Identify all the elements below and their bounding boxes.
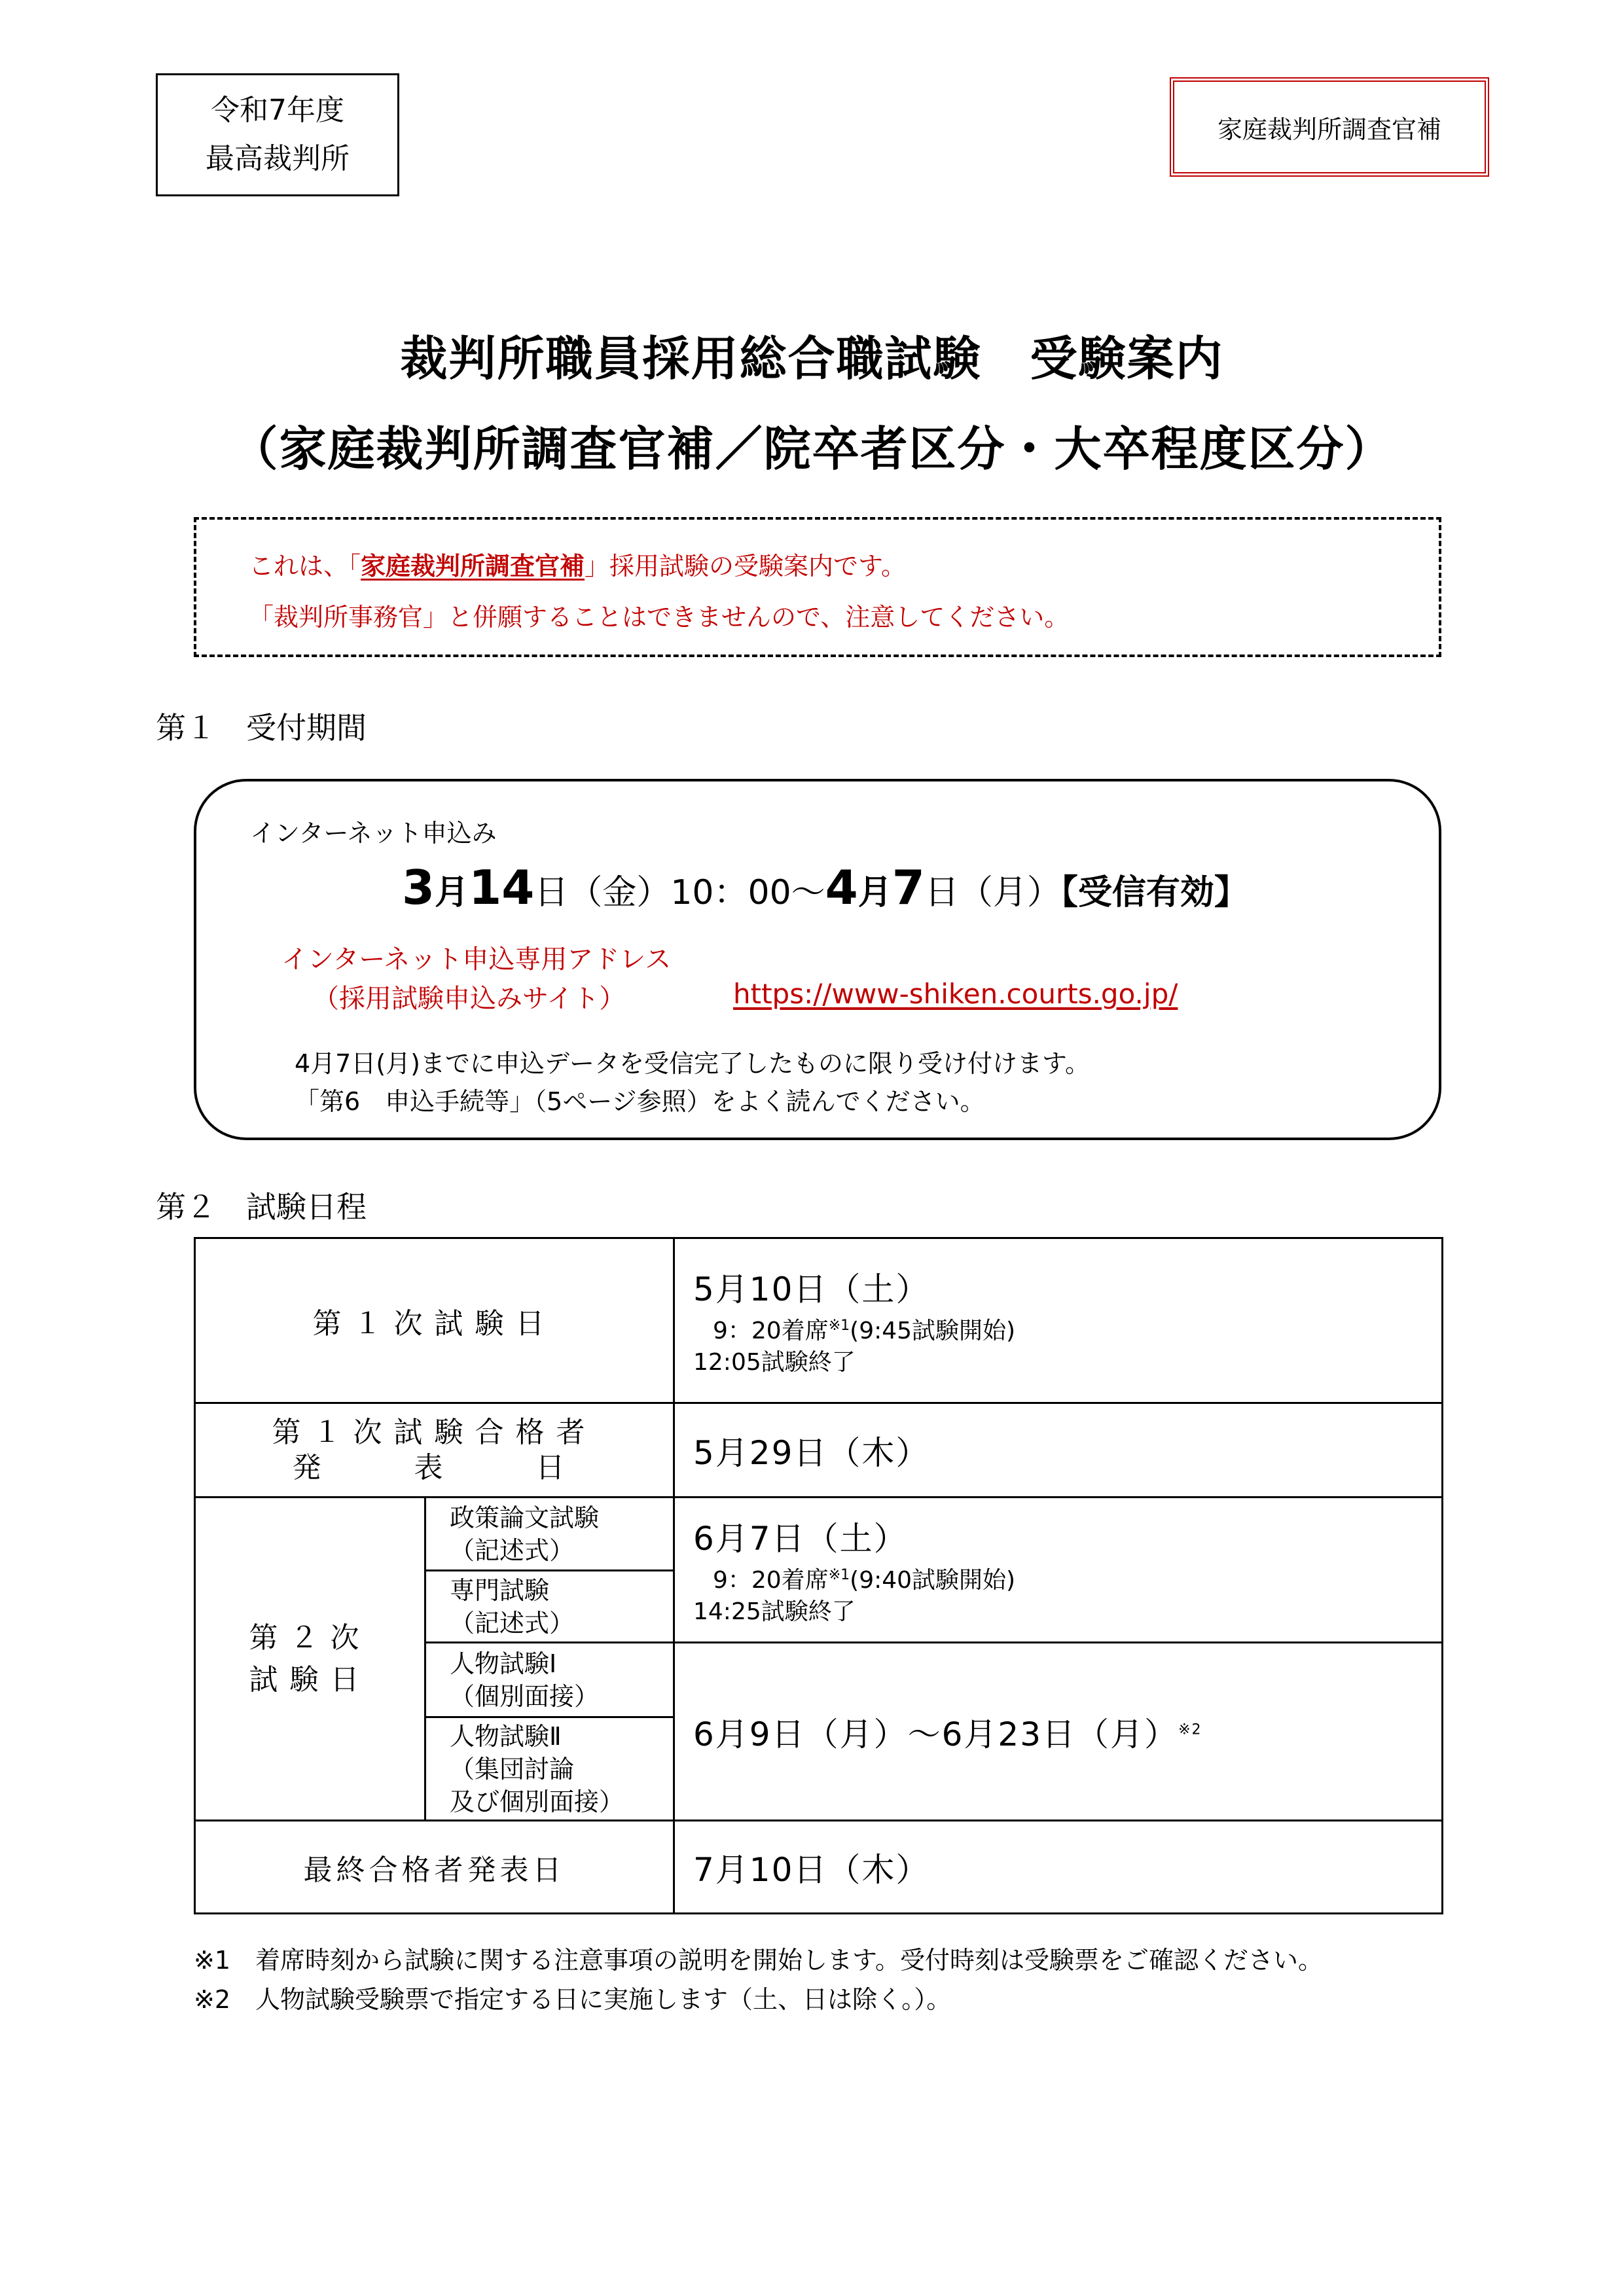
reception-period [402,860,1248,915]
notice-prefix: これは、「 [249,552,361,581]
notice-line-2: 「裁判所事務官」と併願することはできませんので、注意してください。 [249,603,1070,632]
end-month: 4 [825,860,858,915]
notice-emphasis: 家庭裁判所調査官補 [361,552,585,581]
final-pass-date: 7月10日（木） [693,1850,930,1889]
first-exam-seat: 9：20着席 [713,1317,829,1344]
written-exam-seat: 9：20着席 [713,1566,829,1594]
interview1-label [425,1643,674,1717]
written-exam-start: (9:40試験開始) [850,1566,1016,1594]
first-pass-date: 5月29日（木） [693,1433,930,1472]
second-exam-label [195,1498,425,1821]
interview-date-row [693,1708,1441,1755]
organization: 最高裁判所 [206,142,350,175]
application-method: インターネット申込み [250,819,497,848]
category-label [1170,77,1489,177]
interview2-label-line2: （集団討論 [450,1754,575,1784]
schedule-table [194,1237,1443,1914]
first-pass-label-line2: 発 表 日 [292,1450,577,1484]
second-exam-label-line2: 試験日 [249,1662,371,1696]
interview2-label-line1: 人物試験Ⅱ [450,1721,562,1751]
footnote-2: ※2 人物試験受験票で指定する日に実施します（土、日は除く。）。 [194,1985,952,2014]
interview2-label-line3: 及び個別面接） [450,1787,624,1816]
section-heading-schedule: 第２ 試験日程 [156,1189,367,1225]
written-exam-time [693,1560,1441,1596]
address-label: インターネット申込専用アドレス [281,944,672,975]
policy-paper-label [425,1498,674,1571]
end-detail: 日（月） [924,873,1061,912]
year-org-box [156,73,399,196]
policy-label-line1: 政策論文試験 [450,1503,600,1532]
interview1-label-line2: （個別面接） [450,1681,600,1711]
special-label-line1: 専門試験 [450,1575,550,1605]
section-heading-reception: 第１ 受付期間 [156,710,367,745]
table-row [195,1403,1443,1498]
written-exam-date: 6月7日（土） [693,1519,908,1558]
first-exam-value [674,1238,1443,1403]
footnote-1: ※1 着席時刻から試験に関する注意事項の説明を開始します。受付時刻は受験票をご確認ください。 [194,1946,1323,1975]
written-exam-value [674,1498,1443,1643]
first-exam-date: 5月10日（土） [693,1270,930,1308]
interview2-label [425,1717,674,1821]
special-label-line2: （記述式） [450,1608,575,1638]
second-exam-label-line1: 第２次 [249,1621,371,1655]
first-exam-time [693,1310,1441,1347]
start-day: 14 [469,860,535,915]
notice-line-1 [249,546,906,582]
first-pass-label-line1: 第１次試験合格者 [272,1415,597,1449]
written-exam-end: 14:25試験終了 [693,1598,856,1625]
table-row [195,1238,1443,1403]
start-month: 3 [402,860,435,915]
footnote-mark: ※2 [1178,1721,1202,1738]
final-pass-value [674,1821,1443,1914]
reception-note-1: 4月7日(月)までに申込データを受信完了したものに限り受け付けます。 [295,1049,1090,1078]
footnote-mark: ※1 [828,1566,850,1583]
footnote-mark: ※1 [828,1317,850,1334]
month-char-1: 月 [435,873,469,912]
first-pass-label [195,1403,674,1498]
category-text: 家庭裁判所調査官補 [1217,115,1441,144]
month-char-2: 月 [857,873,892,912]
table-row [195,1498,1443,1571]
notice-box [194,517,1441,657]
special-exam-label [425,1571,674,1643]
application-url-link[interactable]: https://www-shiken.courts.go.jp/ [733,978,1178,1010]
interview1-label-line1: 人物試験Ⅰ [450,1649,557,1678]
policy-label-line2: （記述式） [450,1535,575,1565]
valid-tag: 【受信有効】 [1060,873,1248,912]
page-subtitle: （家庭裁判所調査官補／院卒者区分・大卒程度区分） [230,422,1394,476]
notice-suffix: 」採用試験の受験案内です。 [585,552,906,581]
interview-date: 6月9日（月）～6月23日（月） [693,1715,1179,1753]
table-row [195,1821,1443,1914]
final-pass-label: 最終合格者発表日 [195,1821,674,1914]
first-pass-value [674,1403,1443,1498]
first-exam-start: (9:45試験開始) [850,1317,1016,1344]
end-day: 7 [892,860,925,915]
first-exam-end: 12:05試験終了 [693,1348,856,1376]
first-exam-label: 第１次試験日 [195,1238,674,1403]
interview-value [674,1643,1443,1821]
fiscal-year: 令和7年度 [211,94,344,127]
reception-note-2: 「第6 申込手続等」（5ページ参照）をよく読んでください。 [295,1087,985,1116]
reception-period-box [194,779,1441,1140]
address-sub-label: （採用試験申込みサイト） [313,984,626,1014]
start-detail: 日（金）10：00～ [534,873,825,912]
page-title: 裁判所職員採用総合職試験 受験案内 [400,331,1224,386]
